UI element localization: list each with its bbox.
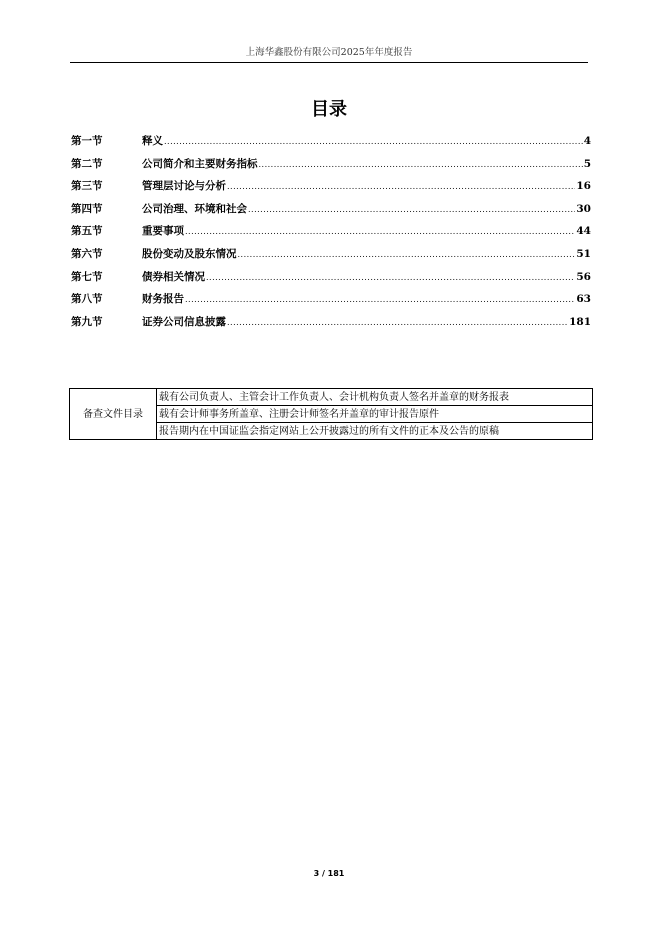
toc-page-number: 181 <box>569 315 591 328</box>
toc-section-number: 第八节 <box>71 293 103 306</box>
toc-entry[interactable] <box>71 175 591 198</box>
toc-page-number: 63 <box>576 293 591 306</box>
toc-entry[interactable] <box>71 311 591 334</box>
toc-section-number: 第三节 <box>71 180 103 193</box>
toc-page-number: 56 <box>576 270 591 283</box>
toc-title: 目录 <box>311 99 347 120</box>
toc-section-title: 股份变动及股东情况 <box>142 247 237 260</box>
toc-section-number: 第六节 <box>71 247 103 260</box>
reference-document-item: 报告期内在中国证监会指定网站上公开披露过的所有文件的正本及公告的原稿 <box>157 423 593 440</box>
toc-entry[interactable] <box>71 220 591 243</box>
toc-section-number: 第五节 <box>71 225 103 238</box>
toc-entry[interactable] <box>71 198 591 221</box>
toc-dot-leader <box>185 221 575 244</box>
toc-page-number: 4 <box>583 135 591 147</box>
toc-section-number: 第九节 <box>71 315 103 328</box>
toc-dot-leader <box>164 131 583 154</box>
toc-section-number: 第一节 <box>71 135 103 147</box>
table-row <box>70 389 593 406</box>
toc-section-number: 第二节 <box>71 157 103 170</box>
toc-section-title: 公司治理、环境和社会 <box>142 202 247 215</box>
toc-section-title: 证券公司信息披露 <box>142 315 226 328</box>
toc-entry[interactable] <box>71 153 591 176</box>
toc-dot-leader <box>185 289 575 312</box>
toc-section-title: 债券相关情况 <box>142 270 205 283</box>
toc-dot-leader <box>227 176 575 199</box>
toc-page-number: 44 <box>576 225 591 238</box>
toc-section-number: 第四节 <box>71 202 103 215</box>
reference-documents-label: 备查文件目录 <box>70 389 157 440</box>
toc-dot-leader <box>248 199 575 222</box>
page-number-footer: 3 / 181 <box>313 869 345 878</box>
toc-section-title: 管理层讨论与分析 <box>142 180 226 193</box>
toc-section-title: 公司简介和主要财务指标 <box>142 157 258 170</box>
toc-section-title: 释义 <box>142 135 163 147</box>
toc-dot-leader <box>206 267 575 290</box>
header-rule <box>70 62 588 63</box>
toc-list <box>71 130 591 333</box>
toc-page-number: 16 <box>576 180 591 193</box>
reference-document-item: 载有会计师事务所盖章、注册会计师签名并盖章的审计报告原件 <box>157 406 593 423</box>
toc-page-number: 30 <box>576 202 591 215</box>
toc-page-number: 5 <box>583 157 591 170</box>
toc-section-number: 第七节 <box>71 270 103 283</box>
toc-entry[interactable] <box>71 130 591 153</box>
toc-dot-leader <box>259 154 583 177</box>
reference-document-item: 载有公司负责人、主管会计工作负责人、会计机构负责人签名并盖章的财务报表 <box>157 389 593 406</box>
toc-entry[interactable] <box>71 288 591 311</box>
toc-dot-leader <box>227 312 568 335</box>
toc-page-number: 51 <box>576 247 591 260</box>
toc-entry[interactable] <box>71 243 591 266</box>
toc-section-title: 重要事项 <box>142 225 184 238</box>
toc-dot-leader <box>238 244 576 267</box>
toc-section-title: 财务报告 <box>142 293 184 306</box>
toc-entry[interactable] <box>71 266 591 289</box>
running-header: 上海华鑫股份有限公司2025年年度报告 <box>245 47 413 58</box>
reference-documents-table <box>69 388 593 440</box>
